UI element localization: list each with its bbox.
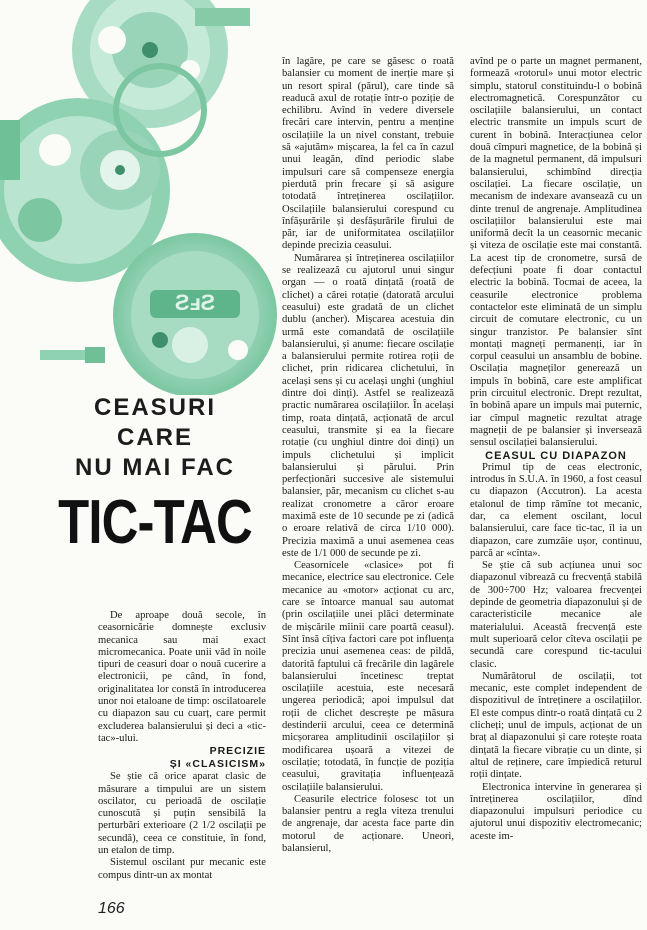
section-heading-precizie: [98, 745, 266, 771]
section-heading-line-1: PRECIZIE: [209, 745, 266, 758]
paragraph: Se știe că sub acțiunea unui soc diapazonul vibrează cu frecvență stabilă de 300÷700 Hz; valoarea frecvenței depinde de geometria diapazonului și de caracteristicile mecanice ale materialului. Această frecvență este mult superioară celor cîteva oscilații pe secundă care corespund tic-tacului clasic.: [470, 560, 642, 670]
article-column-3: [470, 56, 642, 843]
watch-mechanism-illustration: [0, 0, 290, 395]
svg-text:ƧⅎƧ: ƧⅎƧ: [174, 290, 216, 315]
paragraph: Se știe că orice aparat clasic de măsurare a timpului are un sistem oscilator, cu perioadă de oscilație cunoscută și puțin sensibilă la perturbări exterioare (2 1/2 oscilații pe secundă), ceea ce constituie, în fond, un etalon de timp.: [98, 771, 266, 857]
intro-paragraph: De aproape două secole, în ceasornicărie domnește exclusiv mecanica sau mai exact micromecanica. Poate unii văd în noile tipuri de ceasuri doar o nouă cucerire a electronicii, pe când, în fond, originalitatea lor constă în introducerea unor noi etaloane de timp: oscilatoarele cu diapazon sau cu cuarț, care permit excluderea balansierului și deci a «tic-tac»-ului.: [98, 610, 266, 744]
headline-tic-tac: TIC-TAC: [58, 488, 252, 557]
paragraph: Electronica intervine în generarea și întreținerea oscilațiilor, dînd diapazonului impulsuri periodice cu ajutorul unui dispozitiv electromecanic; aceste im-: [470, 781, 642, 842]
paragraph: în lagăre, pe care se găsesc o roată balansier cu moment de inerție mare și un resort spiral (părul), care tinde să readucă axul de rotație într-o poziție de echilibru. Avînd în vedere diversele frecări care intervin, pentru a menține oscilațiile la un nivel constant, trebuie să «ajutăm» mișcarea, la fel ca în cazul unui leagăn, dînd periodic slabe impulsuri care să compenseze energia pierdută prin frecare și să asigure totodată întreținerea oscilațiilor. Oscilațiile balansierului corespund cu înfășurările și desfășurările firului de păr, iar de uniformitatea oscilațiilor depinde precizia ceasului.: [282, 56, 454, 252]
headline-line-3: NU MAI FAC: [75, 454, 235, 481]
paragraph: avînd pe o parte un magnet permanent, formează «rotorul» unui motor electric simplu, statorul constituindu-l o bobină electromagnetică. Corespunzător cu oscilațiile balansierului, un contact electric transmite un impuls scurt de curent în bobină. Interacțiunea celor două cîmpuri magnetice, de la bobină și de la magnetul permanent, dă impulsuri balansierului, schimbînd direcția oscilației. La fiecare oscilație, un mecanism de indexare avansează cu un dinte trenul de angrenaje. Amplitudinea oscilațiilor balansierului este mai uniformă decît la un ceasornic mecanic și viteza de oscilație este mai constantă. La acest tip de cronometre, sursă de defecțiuni poate fi doar contactul electric la bobină. Tocmai de aceea, la ceasurile electronice problema contactelor este eliminată de un simplu circuit de comutare electronic, cu un singur tranzistor. Pe balansier sînt montați magneți permanenți, iar în corpul ceasului un ansamblu de bobine. Oscilația magneților generează un impuls în bobină, care este amplificat prin circuitul electronic. Drept rezultat, în bobină apare un impuls mai puternic, iar cîmpul magnetic rezultat atrage magneții de pe balansier și inversează sensul oscilației balansierului.: [470, 56, 642, 449]
headline-line-1: CEASURI: [93, 394, 216, 421]
paragraph: Numărarea și întreținerea oscilațiilor se realizează cu ajutorul unui singur organ — o roată dințată (roată de clichet) a cărei rotație (datorată arcului ceasului) este gradată de un clichet dublu (ancher). Mișcarea acestuia din urmă este comandată de oscilațiile balansierului, și anume: fiecare oscilație a balansierului permite rotirea roții de clichet, prin ridicarea clichetului, în același sens și cu același unghi (unghiul dintre doi dinți). Astfel se realizează practic numărarea oscilațiilor. În același timp, roata dințată, acționată de arcul ceasului, transmite și ea la fiecare rotație (cu unghiul dintre doi dinți) un impuls clichetului și implicit balansierului și părului. Prin perfecționări succesive ale sistemului balansier, păr, mecanism cu clichet s-au realizat cronometre a căror eroare maximă este de 10 secunde pe zi (adică o eroare relativă de circa 1/10 000). Precizia maximă a unui asemenea ceas este de 1/1 000 de secunde pe zi.: [282, 252, 454, 559]
paragraph: Primul tip de ceas electronic, introdus în S.U.A. în 1960, a fost ceasul cu diapazon (Accutron). La acesta etalonul de timp rămîne tot mecanic, dar, ca element oscilant, locul balansierului, care face tic-tac, îl ia un diapazon, care zumzăie ușor, continuu, parcă ar «cînta».: [470, 461, 642, 559]
paragraph: Sistemul oscilant pur mecanic este compus dintr-un ax montat: [98, 857, 266, 881]
article-column-1: [98, 610, 266, 882]
section-heading-diapazon: CEASUL CU DIAPAZON: [485, 449, 627, 462]
article-column-2: [282, 56, 454, 855]
paragraph: Ceasurile electrice folosesc tot un balansier pentru a regla viteza trenului de angrenaje, dar acesta face parte din motorul de acționare. Uneori, balansierul,: [282, 793, 454, 854]
paragraph: Numărătorul de oscilații, tot mecanic, este complet independent de dispozitivul de întreținere a oscilațiilor. El este compus dintr-o roată dințată cu 2 clicheți; unul de impuls, acționat de un braț al diapazonului și care rotește roata dințată la fiecare vibrație cu un dinte, și altul de reținere, care împiedică returul roții dințate.: [470, 670, 642, 781]
headline: [30, 393, 280, 557]
page-number: 166: [98, 900, 125, 917]
headline-line-2: CARE: [116, 424, 193, 451]
section-heading-line-2: ȘI «CLASICISM»: [169, 758, 266, 771]
paragraph: Ceasornicele «clasice» pot fi mecanice, electrice sau electronice. Cele mecanice au «motor» acționat cu arc, care se întoarce manual sau automat (prin oscilațiile unei plăci determinate de mișcările mîinii care poartă ceasul). Sînt însă cîțiva factori care pot influența precizia unui asemenea ceas: de pildă, datorită faptului că frecările din lagărele balansierului încetinesc treptat oscilațiile acestuia, este necesară ungerea periodică; apoi impulsul dat roții de clichet descrește pe măsura destinderii arcului, ceea ce determină micșorarea amplitudinii oscilațiilor și modificarea ușoară a vitezei de oscilație; totodată, în funcție de poziția ceasului, gravitația influențează oscilațiile balansierului.: [282, 560, 454, 793]
